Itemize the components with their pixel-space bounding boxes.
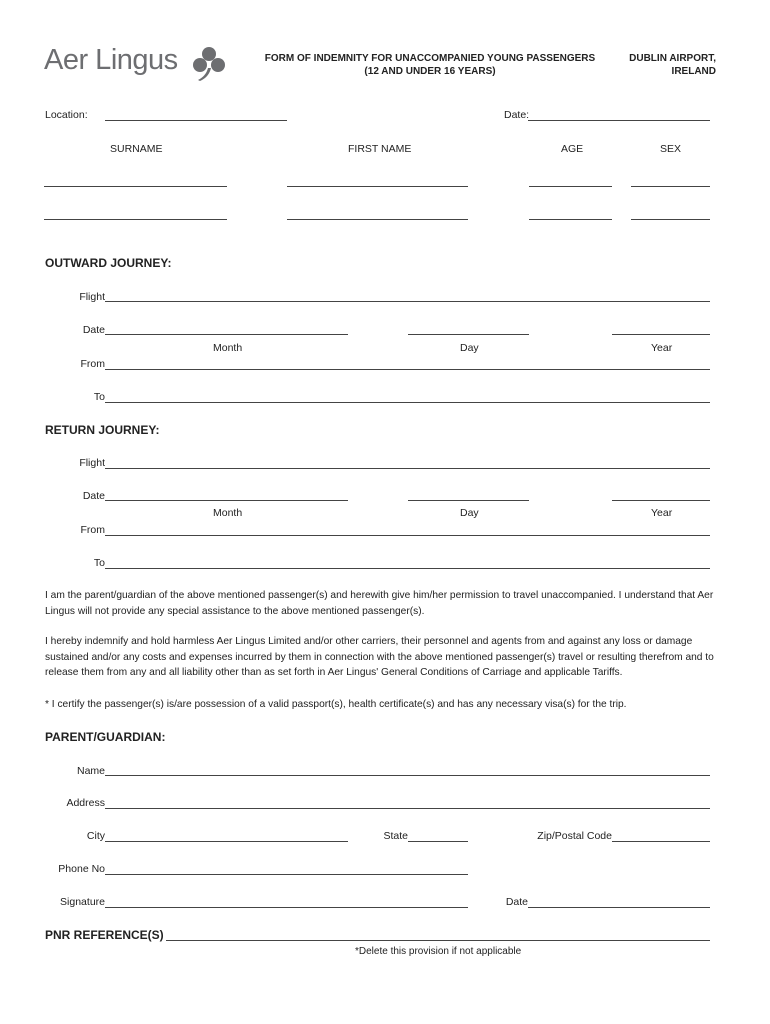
certify-paragraph: * I certify the passenger(s) is/are possession of a valid passport(s), health certificate(s) and has any necessary visa(s) for the trip. bbox=[45, 699, 627, 710]
outward-year-caption: Year bbox=[651, 342, 673, 354]
form-title-line1: FORM OF INDEMNITY FOR UNACCOMPANIED YOUNG PASSENGERS bbox=[264, 53, 596, 64]
sex-field-1[interactable] bbox=[631, 186, 710, 187]
age-field-1[interactable] bbox=[529, 186, 612, 187]
location-label: Location: bbox=[45, 109, 88, 121]
guardian-signature-label: Signature bbox=[60, 896, 105, 908]
outward-to-field[interactable] bbox=[105, 402, 710, 403]
first-name-field-2[interactable] bbox=[287, 219, 468, 220]
first-name-header: FIRST NAME bbox=[348, 143, 412, 155]
guardian-phone-field[interactable] bbox=[105, 874, 468, 875]
guardian-name-label: Name bbox=[76, 765, 105, 777]
guardian-address-field[interactable] bbox=[105, 808, 710, 809]
guardian-state-label: State bbox=[383, 830, 408, 842]
return-flight-label: Flight bbox=[79, 457, 105, 469]
outward-day-field[interactable] bbox=[408, 334, 529, 335]
parent-guardian-title: PARENT/GUARDIAN: bbox=[45, 730, 166, 744]
return-to-field[interactable] bbox=[105, 568, 710, 569]
outward-date-label: Date bbox=[82, 324, 105, 336]
age-field-2[interactable] bbox=[529, 219, 612, 220]
airport-line1: DUBLIN AIRPORT, bbox=[629, 53, 716, 64]
sex-header: SEX bbox=[660, 143, 682, 155]
airport-location bbox=[600, 53, 716, 77]
guardian-phone-label: Phone No bbox=[58, 863, 105, 875]
pnr-reference-field[interactable] bbox=[166, 940, 710, 941]
outward-from-field[interactable] bbox=[105, 369, 710, 370]
delete-provision-footnote: *Delete this provision if not applicable bbox=[355, 946, 522, 957]
outward-month-caption: Month bbox=[213, 342, 243, 354]
date-field[interactable] bbox=[528, 120, 710, 121]
return-to-label: To bbox=[93, 557, 105, 569]
guardian-state-field[interactable] bbox=[408, 841, 468, 842]
guardian-address-label: Address bbox=[66, 797, 105, 809]
pnr-reference-label: PNR REFERENCE(S) bbox=[45, 928, 164, 942]
form-title bbox=[250, 53, 610, 77]
return-flight-field[interactable] bbox=[105, 468, 710, 469]
guardian-date-label: Date bbox=[505, 896, 528, 908]
surname-field-2[interactable] bbox=[44, 219, 227, 220]
guardian-name-field[interactable] bbox=[105, 775, 710, 776]
shamrock-icon bbox=[190, 44, 230, 82]
guardian-signature-field[interactable] bbox=[105, 907, 468, 908]
return-month-field[interactable] bbox=[105, 500, 348, 501]
return-date-label: Date bbox=[82, 490, 105, 502]
guardian-city-field[interactable] bbox=[105, 841, 348, 842]
outward-journey-title: OUTWARD JOURNEY: bbox=[45, 256, 172, 270]
return-from-label: From bbox=[80, 524, 105, 536]
airport-line2: IRELAND bbox=[671, 66, 716, 77]
logo-text: Aer Lingus bbox=[44, 44, 178, 76]
guardian-zip-label: Zip/Postal Code bbox=[537, 830, 612, 842]
surname-field-1[interactable] bbox=[44, 186, 227, 187]
guardian-city-label: City bbox=[86, 830, 105, 842]
guardian-date-field[interactable] bbox=[528, 907, 710, 908]
surname-header: SURNAME bbox=[110, 143, 163, 155]
return-month-caption: Month bbox=[213, 507, 243, 519]
return-day-field[interactable] bbox=[408, 500, 529, 501]
sex-field-2[interactable] bbox=[631, 219, 710, 220]
guardian-zip-field[interactable] bbox=[612, 841, 710, 842]
location-field[interactable] bbox=[105, 120, 287, 121]
permission-paragraph: I am the parent/guardian of the above mentioned passenger(s) and herewith give him/her permission to travel unaccompanied. I understand that Aer Lingus will not provide any special assistance to the above mentioned passenger(s). bbox=[45, 590, 714, 617]
outward-year-field[interactable] bbox=[612, 334, 710, 335]
return-from-field[interactable] bbox=[105, 535, 710, 536]
return-journey-title: RETURN JOURNEY: bbox=[45, 423, 160, 437]
outward-flight-field[interactable] bbox=[105, 301, 710, 302]
return-year-caption: Year bbox=[651, 507, 673, 519]
aer-lingus-logo bbox=[44, 44, 178, 77]
outward-day-caption: Day bbox=[460, 342, 479, 354]
form-title-line2: (12 AND UNDER 16 YEARS) bbox=[364, 66, 496, 77]
outward-to-label: To bbox=[93, 391, 105, 403]
first-name-field-1[interactable] bbox=[287, 186, 468, 187]
return-day-caption: Day bbox=[460, 507, 479, 519]
indemnity-paragraph: I hereby indemnify and hold harmless Aer Lingus Limited and/or other carriers, their personnel and agents from and against any loss or damage sustained and/or any costs and expenses incurred by them in connection with the above mentioned passenger(s) travel or resulting therefrom and to release them from any and all liability other than as set forth in Aer Lingus' General Conditions of Carriage and applicable Tariffs. bbox=[45, 636, 714, 678]
outward-from-label: From bbox=[80, 358, 105, 370]
outward-month-field[interactable] bbox=[105, 334, 348, 335]
outward-flight-label: Flight bbox=[79, 291, 105, 303]
age-header: AGE bbox=[561, 143, 584, 155]
date-label: Date: bbox=[504, 109, 530, 121]
return-year-field[interactable] bbox=[612, 500, 710, 501]
